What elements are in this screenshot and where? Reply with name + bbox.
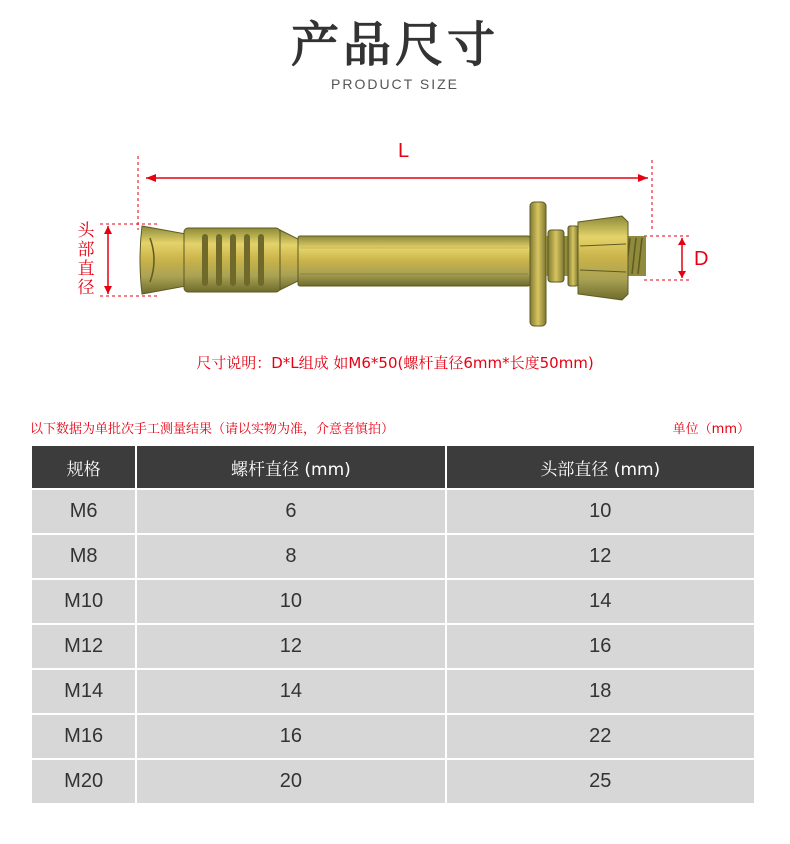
- expansion-bolt-diagram: [0, 130, 790, 330]
- bolt-sleeve: [140, 226, 530, 294]
- table-cell: M8: [32, 535, 135, 578]
- table-cell: 8: [137, 535, 444, 578]
- table-cell: 10: [447, 490, 754, 533]
- column-header-head-diameter: 头部直径 (mm): [447, 446, 754, 488]
- d-arrow-top: [678, 238, 686, 245]
- head-arrow-bottom: [104, 286, 112, 294]
- table-cell: 18: [447, 670, 754, 713]
- head-diameter-char: 径: [77, 278, 95, 298]
- table-cell: M6: [32, 490, 135, 533]
- head-diameter-label: [76, 222, 96, 298]
- size-table: [30, 444, 756, 805]
- length-label: L: [398, 140, 410, 162]
- measurement-disclaimer: 以下数据为单批次手工测量结果（请以实物为准，介意者慎拍）: [30, 422, 395, 437]
- column-header-shaft-diameter: 螺杆直径 (mm): [137, 446, 444, 488]
- table-cell: 10: [137, 580, 444, 623]
- hex-nut: [578, 216, 628, 300]
- table-row: [32, 625, 754, 668]
- column-header-spec: 规格: [32, 446, 135, 488]
- length-arrow-left: [146, 174, 156, 182]
- table-cell: 16: [447, 625, 754, 668]
- table-cell: M20: [32, 760, 135, 803]
- table-cell: 6: [137, 490, 444, 533]
- page-subtitle: PRODUCT SIZE: [331, 76, 459, 92]
- table-cell: 12: [447, 535, 754, 578]
- bolt-washer: [530, 202, 546, 326]
- table-cell: 16: [137, 715, 444, 758]
- table-cell: 14: [137, 670, 444, 713]
- size-explanation: 尺寸说明：D*L组成 如M6*50(螺杆直径6mm*长度50mm): [196, 354, 594, 372]
- diameter-label: D: [694, 248, 709, 270]
- table-row: [32, 715, 754, 758]
- table-cell: 20: [137, 760, 444, 803]
- table-cell: M12: [32, 625, 135, 668]
- table-row: [32, 580, 754, 623]
- head-diameter-char: 部: [77, 240, 95, 260]
- table-row: [32, 535, 754, 578]
- table-cell: 14: [447, 580, 754, 623]
- head-diameter-char: 头: [77, 221, 95, 241]
- table-cell: M14: [32, 670, 135, 713]
- table-row: [32, 490, 754, 533]
- table-cell: M10: [32, 580, 135, 623]
- page-title: 产品尺寸: [290, 17, 499, 73]
- table-row: [32, 760, 754, 803]
- length-arrow-right: [638, 174, 648, 182]
- head-diameter-char: 直: [77, 259, 95, 279]
- table-cell: 25: [447, 760, 754, 803]
- table-cell: 22: [447, 715, 754, 758]
- table-cell: 12: [137, 625, 444, 668]
- table-cell: M16: [32, 715, 135, 758]
- unit-label: 单位（mm）: [672, 422, 750, 437]
- table-header-row: [32, 446, 754, 488]
- head-arrow-top: [104, 226, 112, 234]
- d-arrow-bottom: [678, 271, 686, 278]
- table-row: [32, 670, 754, 713]
